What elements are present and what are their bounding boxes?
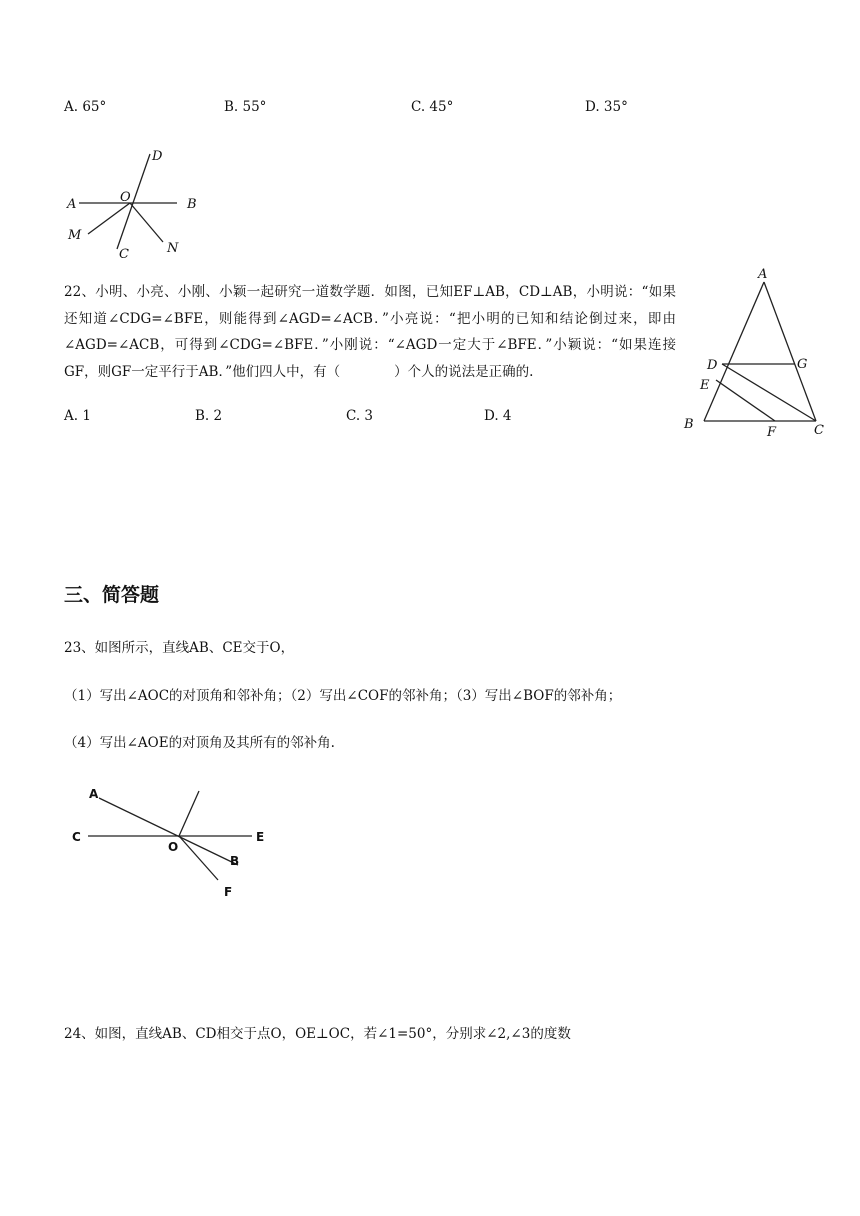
label-n: N [167,241,179,256]
q22-triangle-figure [680,262,840,440]
q23-subquestions-1-3: （1）写出∠AOC的对顶角和邻补角；（2）写出∠COF的邻补角；（3）写出∠BOF的邻补角； [64,688,622,704]
ray-of [179,836,218,880]
label-b: B [230,854,240,868]
q22-option-d: D. 4 [484,408,512,424]
label-b: B [187,197,197,212]
q21-option-c: C. 45° [411,99,454,115]
label-a: A [758,267,768,282]
label-a: A [89,787,99,801]
label-a: A [67,197,77,212]
line-ab [99,798,238,865]
label-o: O [168,840,179,854]
label-b: B [684,417,694,432]
q21-option-b: B. 55° [224,99,267,115]
label-d: D [152,149,163,164]
q22-option-a: A. 1 [64,408,91,424]
label-g: G [797,357,808,372]
q22-option-b: B. 2 [195,408,223,424]
label-e: E [256,830,265,844]
q23-figure [68,782,278,904]
label-f: F [767,425,777,440]
side-ab [704,282,764,421]
q23-subquestion-4: （4）写出∠AOE的对顶角及其所有的邻补角. [64,735,335,751]
label-e: E [700,378,710,393]
ray-up [179,791,199,836]
label-m: M [68,228,82,243]
label-o: O [120,190,131,205]
q22-question-text: 22、小明、小亮、小刚、小颖一起研究一道数学题．如图，已知EF⊥AB，CD⊥AB，小明说：“如果还知道∠CDG=∠BFE，则能得到∠AGD=∠ACB．”小亮说：“把小明的已知和结论倒过来，即由∠AGD=∠ACB，可得到∠CDG=∠BFE．”小刚说：“∠AGD一定大于∠BFE．”小颖说：“如果连接GF，则GF一定平行于AB．”他们四人中，有（ ）个人的说法是正确的. [64,284,676,380]
q21-option-d: D. 35° [585,99,628,115]
q22-option-c: C. 3 [346,408,374,424]
side-ac [764,282,816,421]
q24-stem: 24、如图，直线AB、CD相交于点O，OE⊥OC，若∠1=50°，分别求∠2,∠3的度数 [64,1026,571,1042]
segment-ef [716,380,775,421]
ray-on [130,203,163,242]
section-heading: 三、简答题 [64,584,160,606]
label-d: D [707,358,718,373]
q23-stem: 23、如图所示，直线AB、CE交于O， [64,640,295,656]
label-f: F [224,885,233,899]
label-c: C [72,830,81,844]
q21-figure [60,145,210,265]
label-c: C [814,423,824,438]
label-c: C [119,247,129,262]
segment-dc [722,364,816,421]
q21-option-a: A. 65° [64,99,107,115]
